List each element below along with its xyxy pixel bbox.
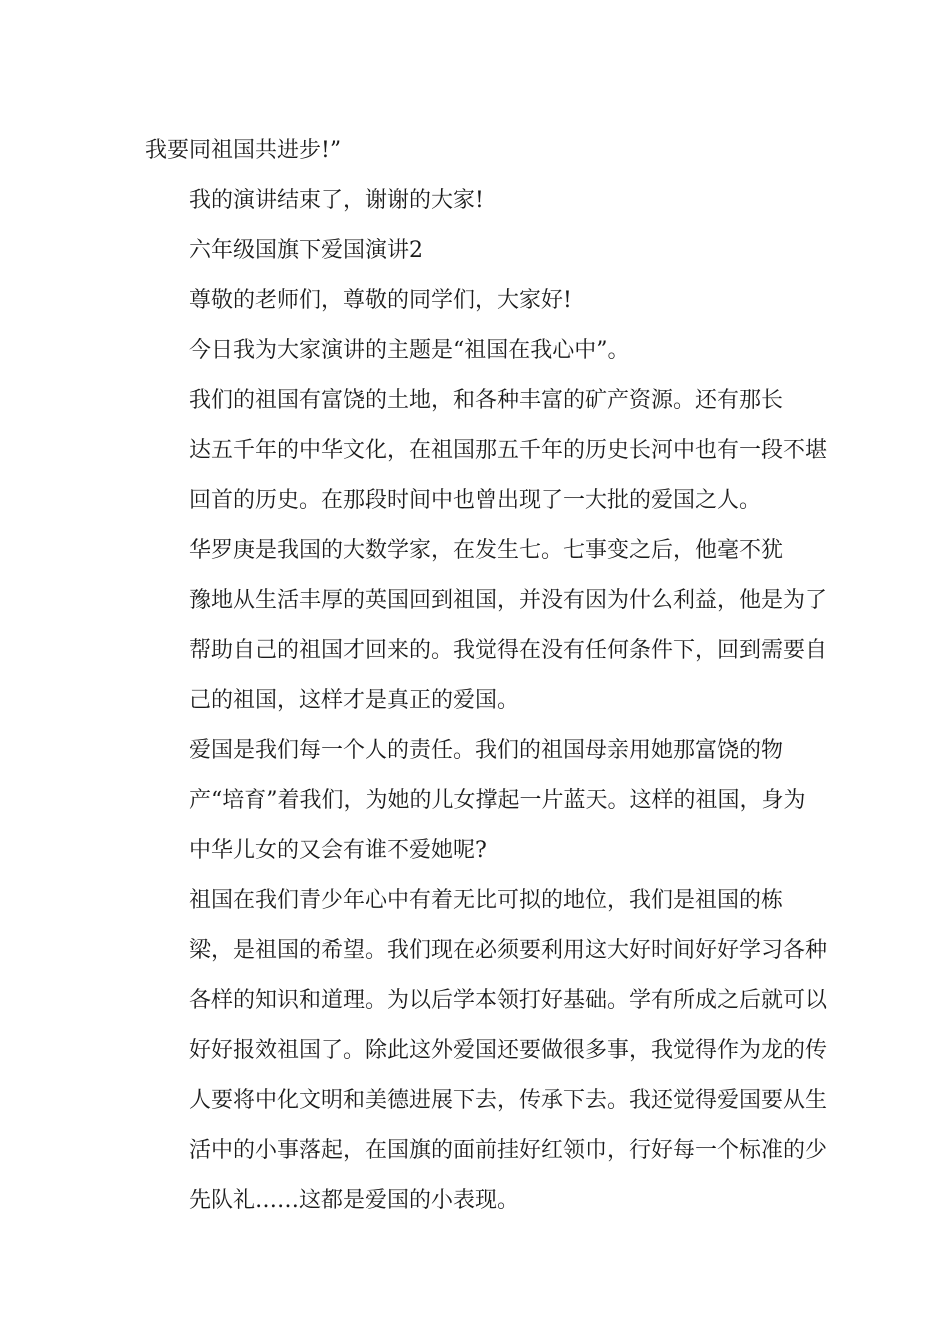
text-line: 梁，是祖国的希望。我们现在必须要利用这大好时间好好学习各种 [189,938,828,963]
paragraph-youth [145,876,828,1226]
paragraph-ending-quote [145,126,807,176]
document-body [145,126,828,1226]
text-line: 先队礼……这都是爱国的小表现。 [189,1188,520,1213]
text-line: 六年级国旗下爱国演讲2 [189,238,423,263]
text-line: 我的演讲结束了，谢谢的大家! [189,188,484,213]
paragraph-greeting [145,276,807,326]
text-line: 祖国在我们青少年心中有着无比可拟的地位，我们是祖国的栋 [189,888,784,913]
text-line: 我要同祖国共进步!” [145,138,342,163]
text-line: 己的祖国，这样才是真正的爱国。 [189,688,520,713]
paragraph-topic [145,326,807,376]
text-line: 好好报效祖国了。除此这外爱国还要做很多事，我觉得作为龙的传 [189,1038,828,1063]
text-line: 豫地从生活丰厚的英国回到祖国，并没有因为什么利益，他是为了 [189,588,828,613]
paragraph-closing [145,176,807,226]
text-line: 华罗庚是我国的大数学家，在发生七。七事变之后，他毫不犹 [189,538,784,563]
paragraph-responsibility [145,726,807,876]
text-line: 各样的知识和道理。为以后学本领打好基础。学有所成之后就可以 [189,988,828,1013]
paragraph-hua-luogeng [145,526,828,726]
text-line: 达五千年的中华文化，在祖国那五千年的历史长河中也有一段不堪 [189,438,828,463]
text-line: 回首的历史。在那段时间中也曾出现了一大批的爱国之人。 [189,488,762,513]
text-line: 产“培育”着我们，为她的儿女撑起一片蓝天。这样的祖国，身为 [189,788,806,813]
section-title [145,226,807,276]
text-line: 我们的祖国有富饶的土地，和各种丰富的矿产资源。还有那长 [189,388,784,413]
text-line: 中华儿女的又会有谁不爱她呢? [189,838,487,863]
text-line: 帮助自己的祖国才回来的。我觉得在没有任何条件下，回到需要自 [189,638,828,663]
paragraph-homeland [145,376,828,526]
text-line: 活中的小事落起，在国旗的面前挂好红领巾，行好每一个标准的少 [189,1138,828,1163]
text-line: 尊敬的老师们，尊敬的同学们，大家好! [189,288,572,313]
text-line: 爱国是我们每一个人的责任。我们的祖国母亲用她那富饶的物 [189,738,784,763]
text-line: 人要将中化文明和美德进展下去，传承下去。我还觉得爱国要从生 [189,1088,828,1113]
text-line: 今日我为大家演讲的主题是“祖国在我心中”。 [189,338,630,363]
